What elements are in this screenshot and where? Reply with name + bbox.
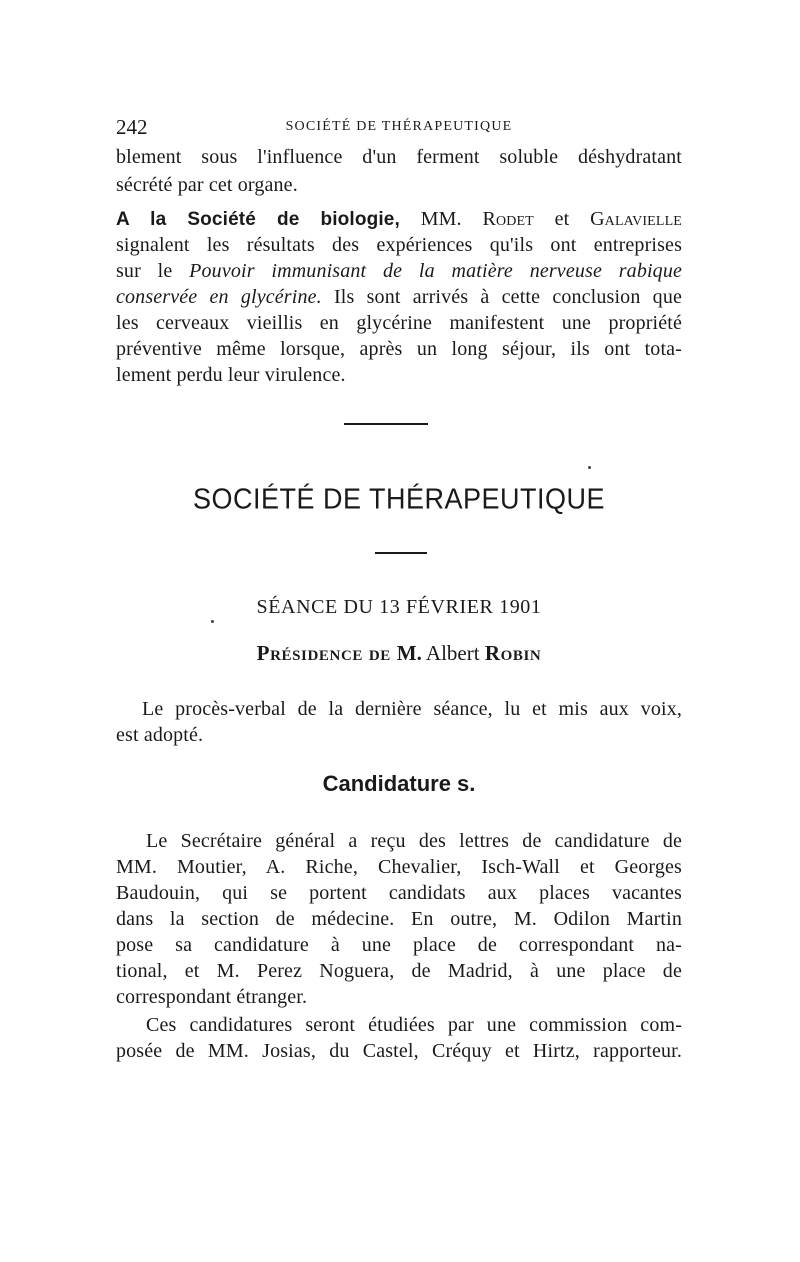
text-line: Ces candidatures seront étudiées par une commission com- xyxy=(146,1014,682,1036)
text-line: MM. Moutier, A. Riche, Chevalier, Isch-Wall et Georges xyxy=(116,856,682,878)
text-line: est adopté. xyxy=(116,724,204,746)
text-line: conservée en glycérine. Ils sont arrivés à cette conclusion que xyxy=(116,286,682,308)
text-line: sécrété par cet organe. xyxy=(116,174,298,196)
society-title: SOCIÉTÉ DE THÉRAPEUTIQUE xyxy=(192,483,606,515)
text-line: dans la section de médecine. En outre, M. Odilon Martin xyxy=(116,908,682,930)
text-line: signalent les résultats des expériences qu'ils ont entreprises xyxy=(116,234,682,256)
bold-lead: A la Société de biologie, xyxy=(116,209,400,230)
presidence-line: Présidence de M. Albert Robin xyxy=(256,641,542,665)
text-line: posée de MM. Josias, du Castel, Créquy et Hirtz, rapporteur. xyxy=(116,1040,682,1062)
text-line: Le procès-verbal de la dernière séance, lu et mis aux voix, xyxy=(142,698,682,720)
author-name: Rodet xyxy=(482,208,534,230)
author-name: Galavielle xyxy=(590,208,682,230)
text-line: lement perdu leur virulence. xyxy=(116,364,346,386)
text-line: préventive même lorsque, après un long séjour, ils ont tota- xyxy=(116,338,682,360)
text-line: blement sous l'influence d'un ferment soluble déshydratant xyxy=(116,146,682,168)
running-header xyxy=(116,114,682,140)
text-line: sur le Pouvoir immunisant de la matière nerveuse rabique xyxy=(116,260,683,282)
speck xyxy=(211,620,214,623)
text-line: A la Société de biologie, MM. Rodet et Galavielle xyxy=(116,208,682,230)
seance-date: SÉANCE DU 13 FÉVRIER 1901 xyxy=(256,596,542,618)
text-line: Le Secrétaire général a reçu des lettres de candidature de xyxy=(146,830,682,852)
text-line: Baudouin, qui se portent candidats aux places vacantes xyxy=(116,882,682,904)
text-line: correspondant étranger. xyxy=(116,986,308,1008)
section-divider xyxy=(344,423,428,425)
text-line: tional, et M. Perez Noguera, de Madrid, à une place de xyxy=(116,960,682,982)
speck xyxy=(588,466,591,469)
running-title: SOCIÉTÉ DE THÉRAPEUTIQUE xyxy=(285,119,513,134)
title-divider xyxy=(375,552,427,554)
text-line: les cerveaux vieillis en glycérine manifestent une propriété xyxy=(116,312,682,334)
italic-title: Pouvoir immunisant de la matière nerveuse rabique xyxy=(189,260,683,282)
candidatures-heading: Candidature s. xyxy=(322,771,476,796)
italic-title: conservée en glycérine. xyxy=(116,286,322,308)
page-number: 242 xyxy=(116,115,148,139)
text-line: pose sa candidature à une place de correspondant na- xyxy=(116,934,682,956)
